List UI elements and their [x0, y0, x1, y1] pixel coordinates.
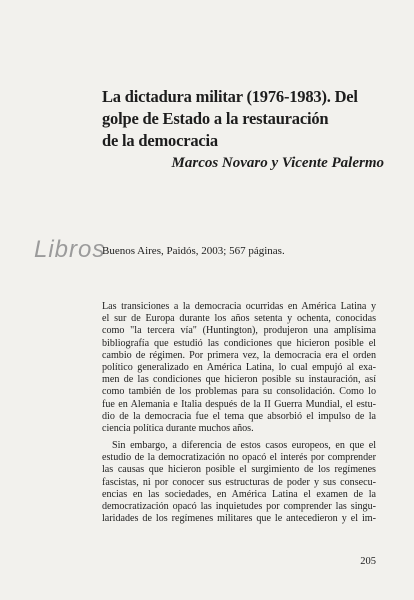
text-line: dio de la democracia fue el tema que absorbió el impulso de la	[102, 410, 376, 422]
text-line: encias en las sociedades, en América Latina el examen de la	[102, 488, 376, 500]
paragraph	[102, 301, 376, 435]
text-line: Sin embargo, a diferencia de estos casos europeos, en que el	[112, 440, 376, 452]
text-line: fue en Alemania e Italia después de la II Guerra Mundial, el estu-	[102, 398, 376, 410]
text-line: las causas que hicieron posible el surgimiento de los regímenes	[102, 464, 376, 476]
title-line: La dictadura militar (1976-1983). Del	[102, 87, 358, 106]
section-label: Libros	[34, 236, 106, 263]
text-line: político generalizado en América Latina, lo cual empujó al exa-	[102, 361, 376, 373]
text-line: cambio de régimen. Por primera vez, la democracia era el orden	[102, 349, 376, 361]
text-line: bibliografía que estudió las condiciones que hicieron posible el	[102, 337, 376, 349]
text-line: como también de los problemas para su consolidación. Como lo	[102, 386, 376, 398]
paragraph	[102, 440, 376, 525]
title-line: de la democracia	[102, 131, 218, 150]
text-line: el sur de Europa durante los años setenta y ochenta, conocidas	[102, 313, 376, 325]
page-number: 205	[360, 556, 376, 567]
text-line: men de las condiciones que hicieron posible su instauración, así	[102, 374, 376, 386]
text-line: laridades de los regímenes militares que le antecedieron y el im-	[102, 513, 376, 525]
review-body	[102, 301, 376, 525]
text-line: Las transiciones a la democracia ocurridas en América Latina y	[102, 301, 376, 312]
text-line: como "la tercera vía" (Huntington), produjeron una amplísima	[102, 325, 376, 337]
book-title	[102, 86, 402, 152]
text-line: fascistas, ni por conocer sus estructuras de poder y sus consecu-	[102, 476, 376, 488]
text-line: estudio de la democratización no opacó el interés por comprender	[102, 452, 376, 464]
book-authors: Marcos Novaro y Vicente Palermo	[171, 155, 384, 171]
text-line: ciencia política durante muchos años.	[102, 422, 254, 434]
text-line: democratización opacó las inquietudes por comprender las singu-	[102, 501, 376, 512]
title-line: golpe de Estado a la restauración	[102, 109, 329, 128]
publication-info: Buenos Aires, Paidós, 2003; 567 páginas.	[102, 245, 285, 257]
